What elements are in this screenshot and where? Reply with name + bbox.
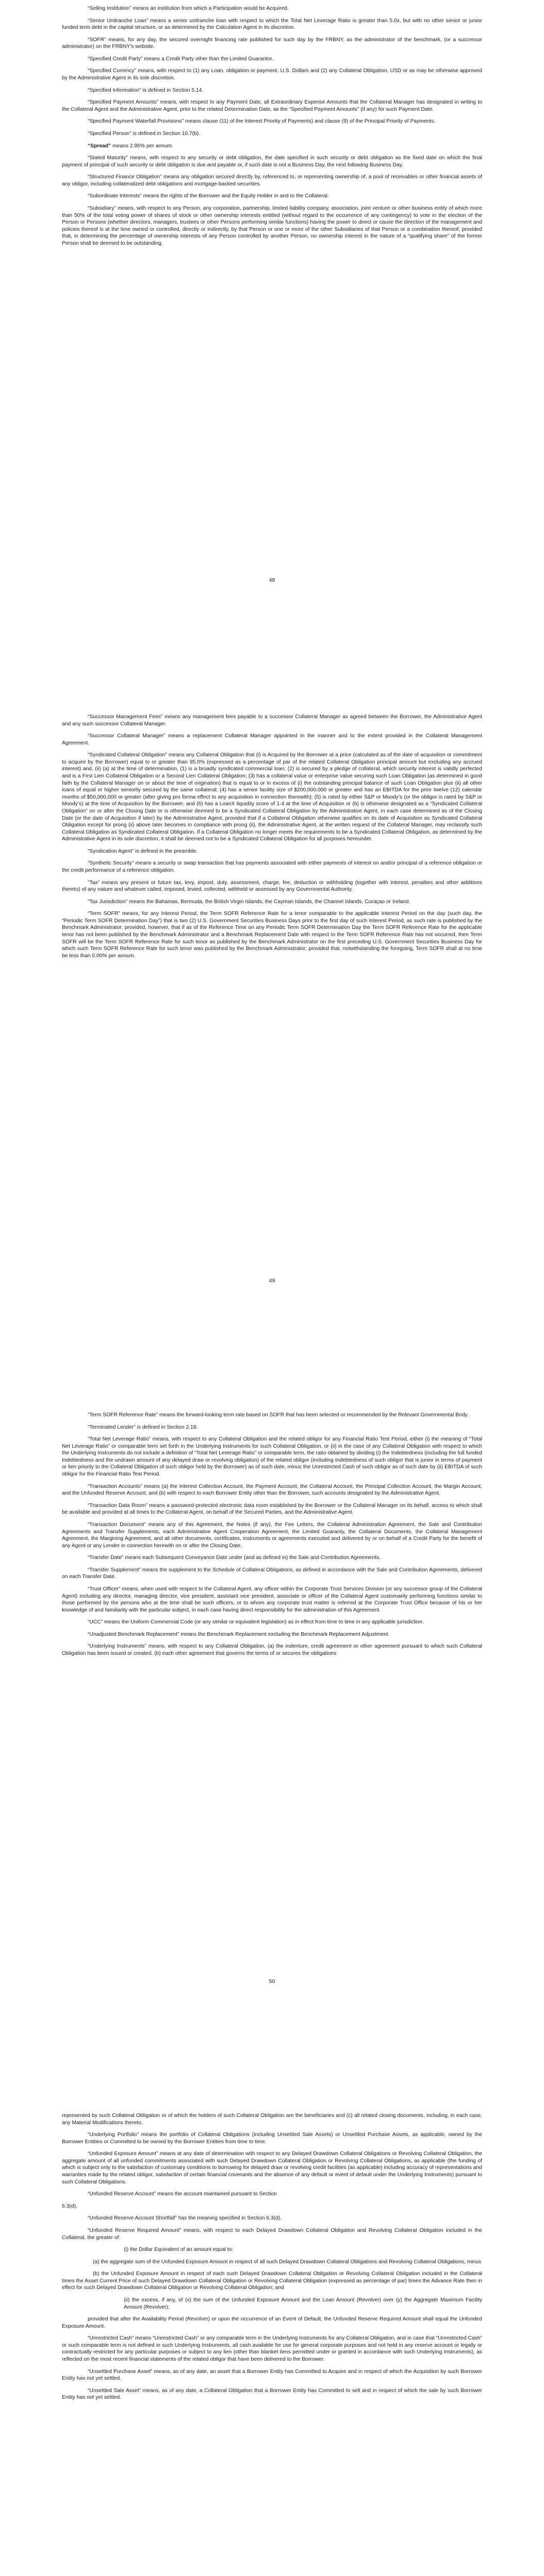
page-number: 48 — [269, 577, 275, 583]
list-item: (b) the Unfunded Exposure Amount in respect of each such Delayed Drawdown Collateral Obligation or Revolving Collateral Obligation included in the Collateral times the Asset Current Price of such Delayed Drawdown Collateral Obligation or Revolving Collateral Obligation (expressed as percentage of par) times the Advance Rate then in effect for such Delayed Drawdown Collateral Obligation or Revolving Collateral Obligation; and — [62, 2271, 482, 2291]
definition-paragraph — [62, 143, 482, 150]
definition-paragraph: “Tax Jurisdiction” means the Bahamas, Bermuda, the British Virgin Islands, the Cayman Islands, the Channel Islands, Curaçao or Ireland. — [88, 899, 410, 905]
definition-paragraph: “Transaction Document” means any of this Agreement, the Notes (if any), the Fee Letters, the Collateral Administration Agreement, the Sale and Contribution Agreements and Transfer Supplements, each Administrative Agent Cooperation Agreement, the Limited Guaranty, the Collateral Documents, the Collateral Management Agreement, the Margining Agreement, and all other documents, certificates, instruments or agreements executed and delivered by or on behalf of a Credit Party for the benefit of any Agent or any Lender in connection herewith on or after the Closing Date. — [62, 1521, 482, 1549]
definition-paragraph: “Total Net Leverage Ratio” means, with respect to any Collateral Obligation and the related obligor for any Financial Ratio Test Period, either (i) the meaning of “Total Net Leverage Ratio” or comparable term set forth in the Underlying Instruments for such Collateral Obligation, or (ii) in the case of any Collateral Obligation with respect to which the Underlying Instruments do not include a definition of “Total Net Leverage Ratio” or comparable term, the ratio obtained by dividing (i) the Indebtedness (including the full funded Indebtedness and the undrawn amount of any delayed draw or revolving obligation) of the related obligor (including Indebtedness of such obligor that is junior in terms of payment or lien priority to the Collateral Obligation of such obligor held by the Borrower) as of such date, minus the Unrestricted Cash of such obligor as of such date by (ii) EBITDA of such obligor for the Financial Ratio Test Period. — [62, 1436, 482, 1478]
list-item: (a) the aggregate sum of the Unfunded Exposure Amount in respect of all such Delayed Drawdown Collateral Obligations and Revolving Collateral Obligations, minus — [93, 2259, 482, 2265]
definition-paragraph: “Stated Maturity” means, with respect to any security or debt obligation, the date specified in such security or debt obligation as the fixed date on which the final payment of principal of such security or debt obligation is due and payable or, if such date is not a Business Day, the next following Business Day. — [62, 155, 482, 168]
definition-paragraph: “Synthetic Security” means a security or swap transaction that has payments associated with either payments of interest on and/or principal of a reference obligation or the credit performance of a reference obligation. — [62, 860, 482, 873]
definition-paragraph: “Transfer Date” means each Subsequent Conveyance Date under (and as defined in) the Sale and Contribution Agreements. — [88, 1555, 381, 1561]
definition-paragraph: “Underlying Portfolio” means the portfolio of Collateral Obligations (including Unsettled Sale Assets) or Unsettled Purchase Assets, as applicable, owned by the Borrower Entities or Committed to be owned by the Borrower Entities from time to time. — [62, 2132, 482, 2145]
definition-paragraph: “Specified Credit Party” means a Credit Party other than the Limited Guarantor. — [88, 56, 273, 62]
definition-paragraph: “Unfunded Reserve Account” means the account maintained pursuant to Section — [88, 2191, 277, 2197]
definition-paragraph: represented by such Collateral Obligation or of which the holders of such Collateral Obligation are the beneficiaries and (c) all related closing documents, including, in each case, any Material Modifications thereto. — [62, 2113, 482, 2126]
page-number: 50 — [269, 1978, 275, 1985]
defined-term: “Spread” — [88, 143, 111, 149]
definition-paragraph: “Specified Person” is defined in Section 10.7(b). — [88, 130, 201, 137]
definition-paragraph: “Unadjusted Benchmark Replacement” means the Benchmark Replacement excluding the Benchmark Replacement Adjustment. — [88, 1631, 390, 1637]
definition-paragraph: “Term SOFR Reference Rate” means the forward-looking term rate based on SOFR that has been selected or recommended by the Relevant Governmental Body. — [88, 1412, 469, 1418]
document-page — [0, 714, 544, 964]
definition-paragraph: “Specified Payment Waterfall Provisions” means clause (11) of the Interest Priority of Payments) and clause (9) of the Principal Priority of Payments. — [88, 118, 436, 125]
definition-paragraph: “Transaction Accounts” means (a) the Interest Collection Account, the Payment Account, the Collateral Account, the Principal Collection Account, the Margin Account, and the Unfunded Reserve Account, and (b) with respect to each Borrower Entity other than the Borrower, such accounts designated by the Administrative Agent. — [62, 1483, 482, 1497]
definition-paragraph: “Terminated Lender” is defined in Section 2.18. — [88, 1424, 198, 1430]
definition-paragraph: “Successor Collateral Manager” means a replacement Collateral Manager appointed in the manner and to the extent provided in the Collateral Management Agreement. — [62, 733, 482, 746]
definition-text: means 2.95% per annum. — [111, 143, 173, 149]
definition-paragraph: “Unsettled Sale Asset” means, as of any date, a Collateral Obligation that a Borrower Entity has Committed to sell and in respect of which the sale by such Borrower Entity has not yet settled. — [62, 2387, 482, 2401]
document-page — [0, 2112, 544, 2406]
definition-paragraph: “Subordinate Interests” means the rights of the Borrower and the Equity Holder in and to the Collateral. — [88, 193, 329, 199]
definition-paragraph: “Term SOFR” means, for any Interest Period, the Term SOFR Reference Rate for a tenor comparable to the applicable Interest Period on the day (such day, the “Periodic Term SOFR Determination Day”) that is two (2) U.S. Government Securities Business Days prior to the first day of such Interest Period, as such rate is published by the Benchmark Administrator; provided, however, that if as of the Reference Time on any Periodic Term SOFR Determination Day the Term SOFR Reference Rate for the applicable tenor has not been published by the Benchmark Administrator and a Benchmark Replacement Date with respect to the Term SOFR Reference Rate has not occurred, then Term SOFR will be the Term SOFR Reference Rate for such tenor as published by the Benchmark Administrator on the first preceding U.S. Government Securities Business Day for which such Term SOFR Reference Rate for such tenor was published by the Benchmark Administrator; provided that, notwithstanding the foregoing, Term SOFR shall at no time be less than 0.00% per annum. — [62, 911, 482, 959]
page-number: 49 — [269, 1278, 275, 1284]
definition-paragraph: “Specified Payment Amounts” means, with respect to any Payment Date, all Extraordinary Expense Amounts that the Collateral Manager has designated in writing to the Collateral Agent and the Administrative Agent, prior to the related Determination Date, as the “Specified Payment Amounts” (if any) for such Payment Date. — [62, 99, 482, 112]
definition-paragraph: provided that after the Availability Period (Revolver) or upon the occurrence of an Event of Default, the Unfunded Reserve Required Amount shall equal the Unfunded Exposure Amount. — [62, 2316, 482, 2329]
list-item: (ii) the excess, if any, of (x) the sum of the Unfunded Exposure Amount and the Loan Amount (Revolver) over (y) the Aggregate Maximum Facility Amount (Revolver); — [124, 2297, 482, 2310]
definition-paragraph: “Unfunded Reserve Required Amount” means, with respect to each Delayed Drawdown Collateral Obligation and Revolving Collateral Obligation included in the Collateral, the greater of: — [62, 2227, 482, 2241]
list-item: (i) the Dollar Equivalent of an amount equal to: — [124, 2247, 234, 2253]
definition-paragraph: “Specified Information” is defined in Section 5.14. — [88, 87, 204, 93]
document-page — [0, 5, 544, 252]
definition-paragraph: “Unfunded Exposure Amount” means at any date of determination with respect to any Delayed Drawdown Collateral Obligations or Revolving Collateral Obligation, the aggregate amount of all unfunded commitments associated with such Delayed Drawdown Collateral Obligation or Revolving Collateral Obligations, as applicable (the funding of which is subject only to the satisfaction of customary conditions to borrowing for delayed draw or revolving credit facilities (as applicable) including accuracy of representations and warranties made by the related obligor, satisfaction of certain financial covenants and the absence of any default or event of default under the Underlying Instruments) pursuant to such Collateral Obligations. — [62, 2151, 482, 2185]
definition-paragraph: “Transfer Supplement” means the supplement to the Schedule of Collateral Obligations, as defined in accordance with the Sale and Contribution Agreements, delivered on each Transfer Date. — [62, 1567, 482, 1580]
definition-paragraph: “Tax” means any present or future tax, levy, impost, duty, assessment, charge, fee, deduction or withholding (together with interest, penalties and other additions thereto) of any nature and whatever called, imposed, levied, collected, withheld or assessed by any Governmental Authority. — [62, 879, 482, 893]
definition-paragraph: “Structured Finance Obligation” means any obligation secured directly by, referenced to, or representing ownership of, a pool of receivables or other financial assets of any obligor, including collateralized debt obligations and mortgage-backed securities. — [62, 174, 482, 187]
definition-paragraph: “Successor Management Fees” means any management fees payable to a successor Collateral Manager as agreed between the Borrower, the Administrative Agent and any such successor Collateral Manager. — [62, 714, 482, 727]
definition-paragraph: 6.3(d). — [62, 2203, 77, 2209]
document-page — [0, 1412, 544, 1663]
definition-paragraph: “UCC” means the Uniform Commercial Code (or any similar or equivalent legislation) as in effect from time to time in any applicable jurisdiction. — [88, 1619, 424, 1625]
definition-paragraph: “Selling Institution” means an institution from which a Participation would be Acquired. — [88, 6, 289, 11]
definition-paragraph: “Unrestricted Cash” means “Unrestricted Cash” or any comparable term in the Underlying Instruments for any Collateral Obligation, and in case that “Unrestricted Cash” or such comparable term is not defined in such Underlying Instruments, all cash available for use for general corporate purposes and not held in any reserve account or legally or contractually restricted for any particular purposes or subject to any lien (other than blanket liens permitted under or granted in accordance with such Underlying Instruments), as reflected on the most recent financial statements of the related obligor that have been delivered to the Borrower. — [62, 2335, 482, 2363]
definition-paragraph: “Trust Officer” means, when used with respect to the Collateral Agent, any officer within the Corporate Trust Services Division (or any successor group of the Collateral Agent) including any director, managing director, vice president, assistant vice president, associate or officer of the Collateral Agent customarily performing functions similar to those performed by the persons who at the time shall be such officers, or to whom any corporate trust matter is referred at the Corporate Trust Office because of his or her knowledge of and familiarity with the particular subject, in each case having direct responsibility for the administration of this Agreement. — [62, 1586, 482, 1613]
definition-paragraph: “Unfunded Reserve Account Shortfall” has the meaning specified in Section 6.3(d). — [88, 2215, 282, 2222]
definition-paragraph: “Transaction Data Room” means a password-protected electronic data room established by the Borrower or the Collateral Manager on its behalf, access to which shall be available and provided at all times to the Collateral Agent, on behalf of the Secured Parties, and the Administrative Agent. — [62, 1502, 482, 1516]
definition-paragraph: “Syndication Agent” is defined in the preamble. — [88, 848, 197, 854]
definition-paragraph: “Unsettled Purchase Asset” means, as of any date, an asset that a Borrower Entity has Committed to Acquire and in respect of which the Acquisition by such Borrower Entity has not yet settled. — [62, 2368, 482, 2382]
definition-paragraph: “Underlying Instruments” means, with respect to any Collateral Obligation, (a) the indenture, credit agreement or other agreement pursuant to which such Collateral Obligation has been issued or created, (b) each other agreement that governs the terms of or secures the obligations — [62, 1643, 482, 1657]
definition-paragraph: “SOFR” means, for any day, the secured overnight financing rate published for such day by the FRBNY, as the administrator of the benchmark, (or a successor administrator) on the FRBNY’s website. — [62, 37, 482, 50]
definition-paragraph: “Syndicated Collateral Obligation” means any Collateral Obligation that (i) is Acquired by the Borrower at a price (calculated as of the date of acquisition or commitment to acquire by the Borrower) equal to or greater than 95.0% (expressed as a percentage of par of the related Collateral Obligation principal amount but excluding any accrued interest) and, (ii) (a) at the time of determination, (1) is a broadly syndicated commercial loan; (2) is secured by a pledge of collateral, which security interest is validly perfected and is a First Lien Collateral Obligation or a Second Lien Collateral Obligation; (3) has a collateral value or enterprise value securing such Loan Obligation (as determined in good faith by the Collateral Manager on or about the time of origination) that is equal to or in excess of (i) the outstanding principal balance of such Loan Obligation plus (ii) all other loans of equal or higher seniority secured by the same collateral; (4) has a senior facility size of $200,000,000 or greater and has an EBITDA for the prior twelve (12) calendar months of $50,000,000 or greater (after giving pro forma effect to any acquisition in connection therewith); (5) is rated by either S&P or Moody’s (or the obligor is rated by S&P or Moody’s) at the time of Acquisition by the Borrower; and (6) has a LoanX liquidity score of 1-4 at the time of Acquisition or (b) is otherwise designated as a “Syndicated Collateral Obligation” on or after the Closing Date or is otherwise deemed to be a Syndicated Collateral Obligation by the Administrative Agent, in each case determined as of the Closing Date (or the date of Acquisition if later) by the Administrative Agent, provided that if a Collateral Obligation otherwise qualifies on its date of Acquisition as Syndicated Collateral Obligation except for prong (ii) above later becomes in compliance with prong (ii), the Administrative Agent, at the written request of the Collateral Manager, may reclassify such Collateral Obligation as Syndicated Collateral Obligation. If a Collateral Obligation no longer meets the requirements to be a Syndicated Collateral Obligation, as determined by the Administrative Agent in its sole discretion, it shall be deemed not to be a Syndicated Collateral Obligation for all purposes hereunder. — [62, 752, 482, 842]
definition-paragraph: “Senior Unitranche Loan” means a senior unitranche loan with respect to which the Total Net Leverage Ratio is greater than 5.0x, but with no other senior or junior funded term debt in the capital structure, or as determined by the Calculation Agent in its discretion. — [62, 18, 482, 31]
definition-paragraph: “Specified Currency” means, with respect to (1) any Loan, obligation or payment, U.S. Dollars and (2) any Collateral Obligation, USD or as may be otherwise approved by the Administrative Agent in its sole discretion. — [62, 68, 482, 81]
definition-paragraph: “Subsidiary” means, with respect to any Person, any corporation, partnership, limited liability company, association, joint venture or other business entity of which more than 50% of the total voting power of shares of stock or other ownership interests entitled (without regard to the occurrence of any contingency) to vote in the election of the Person or Persons (whether directors, managers, trustees or other Persons performing similar functions) having the power to direct or cause the direction of the management and policies thereof is at the time owned or controlled, directly or indirectly, by that Person or one or more of the other Subsidiaries of that Person or a combination thereof; provided that, in determining the percentage of ownership interests of any Person controlled by another Person, no ownership interest in the nature of a “qualifying share” of the former Person shall be deemed to be outstanding. — [62, 205, 482, 246]
